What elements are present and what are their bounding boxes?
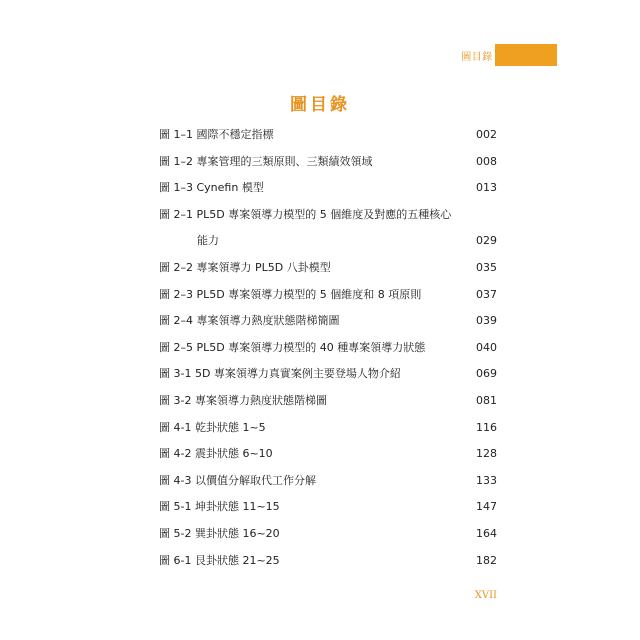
toc-entry-page: 013 <box>476 181 497 195</box>
toc-entry-page: 037 <box>476 287 497 301</box>
toc-entry-title <box>159 255 331 282</box>
toc-entry <box>159 308 497 335</box>
toc-entry-title <box>159 335 425 362</box>
toc-entry-title <box>159 415 266 442</box>
toc-entry <box>159 255 497 282</box>
toc-entry <box>159 149 497 176</box>
running-header-label: 圖目錄 <box>461 51 493 63</box>
toc-entry-title-line: 圖 6-1 艮卦狀態 21~25 <box>159 553 280 567</box>
toc-entry <box>159 494 497 521</box>
toc-entry-title-line: 圖 2–3 PL5D 專案領導力模型的 5 個維度和 8 項原則 <box>159 287 422 301</box>
toc-entry <box>159 441 497 468</box>
toc-entry-page: 039 <box>476 314 497 328</box>
toc-entry-title-line: 圖 1–3 Cynefin 模型 <box>159 181 264 195</box>
toc-entry <box>159 548 497 575</box>
toc-entry-title <box>159 175 264 202</box>
toc-entry-page: 069 <box>476 367 497 381</box>
toc-entry-title-line: 圖 4-3 以價值分解取代工作分解 <box>159 473 316 487</box>
toc-entry-title-line: 圖 4-1 乾卦狀態 1~5 <box>159 420 266 434</box>
toc-entry-page: 128 <box>476 447 497 461</box>
toc-entry-title <box>159 282 421 309</box>
toc-entry-title-line: 圖 1–1 國際不穩定指標 <box>159 128 274 141</box>
toc-entry-title-line: 圖 3-2 專案領導力熱度狀態階梯圖 <box>159 393 327 407</box>
toc-entry-page: 182 <box>476 553 497 567</box>
toc-entry-title <box>159 122 274 149</box>
page-title: 圖目錄 <box>290 95 350 115</box>
toc-entry-title <box>159 548 280 575</box>
toc-entry <box>159 388 497 415</box>
toc-entry-title <box>159 388 327 415</box>
toc-entry-title <box>159 494 280 521</box>
toc-entry <box>159 282 497 309</box>
toc-entry-page: 008 <box>476 154 497 168</box>
toc-entry-title <box>159 149 373 176</box>
toc-entry-title <box>159 441 273 468</box>
toc-entry <box>159 202 497 255</box>
toc-entry <box>159 122 497 149</box>
toc-entry <box>159 468 497 495</box>
toc-entry-title-line: 圖 2–4 專案領導力熱度狀態階梯簡圖 <box>159 314 340 328</box>
toc-entry-page: 133 <box>476 473 497 487</box>
toc-entry-title <box>159 202 451 255</box>
toc-entry-title-line: 圖 1–2 專案管理的三類原則、三類績效領域 <box>159 154 373 168</box>
toc-entry-title <box>159 521 280 548</box>
running-header-bar <box>495 44 557 66</box>
toc-entry-title-line: 圖 4-2 震卦狀態 6~10 <box>159 447 273 461</box>
toc-entry <box>159 335 497 362</box>
running-header <box>459 44 557 66</box>
page-number: XVII <box>474 590 497 601</box>
toc-entry-page: 040 <box>476 340 497 354</box>
toc-entry-page: 081 <box>476 393 497 407</box>
toc-entry-title <box>159 468 316 495</box>
toc-entry-page: 035 <box>476 260 497 274</box>
toc-entry <box>159 175 497 202</box>
toc-entry-title-line: 圖 2–5 PL5D 專案領導力模型的 40 種專案領導力狀態 <box>159 340 426 354</box>
toc-entry-page: 002 <box>476 128 497 141</box>
toc-entry-title-line: 圖 2–2 專案領導力 PL5D 八卦模型 <box>159 260 331 274</box>
toc-entry-title <box>159 308 340 335</box>
toc-entry-page: 116 <box>476 420 497 434</box>
toc-entry-title-continuation: 能力 <box>197 234 219 248</box>
toc-entry <box>159 521 497 548</box>
toc-entry-page: 029 <box>476 234 497 248</box>
toc-entry-title-line: 圖 5-1 坤卦狀態 11~15 <box>159 500 280 514</box>
toc-entry <box>159 415 497 442</box>
toc-entry-page: 147 <box>476 500 497 514</box>
toc-entry-title <box>159 361 401 388</box>
toc-entry-title-line: 圖 5-2 巽卦狀態 16~20 <box>159 526 280 540</box>
toc-entry-title-line: 圖 2–1 PL5D 專案領導力模型的 5 個維度及對應的五種核心 <box>159 207 452 221</box>
toc-entry-title-line: 圖 3-1 5D 專案領導力真實案例主要登場人物介紹 <box>159 367 401 381</box>
toc-entry-page: 164 <box>476 526 497 540</box>
figure-list <box>159 122 497 574</box>
toc-entry <box>159 361 497 388</box>
